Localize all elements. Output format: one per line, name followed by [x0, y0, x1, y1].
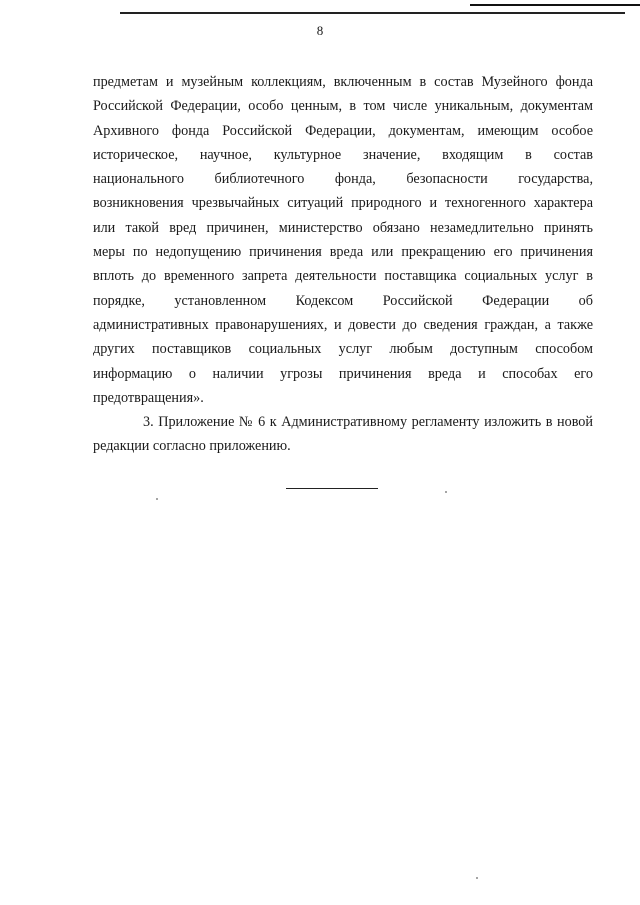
text-line: или такой вред причинен, министерство обязано незамедлительно принять: [93, 219, 593, 236]
paragraph-2: [93, 410, 593, 459]
text-line: Архивного фонда Российской Федерации, документам, имеющим особое: [93, 122, 593, 139]
text-line: вплоть до временного запрета деятельности поставщика социальных услуг в: [93, 268, 593, 285]
text-line: предметам и музейным коллекциям, включенным в состав Музейного фонда: [93, 74, 593, 90]
body-text: [93, 70, 593, 459]
text-line: историческое, научное, культурное значение, входящим в состав: [93, 146, 593, 163]
text-line: меры по недопущению причинения вреда или прекращению его причинения: [93, 244, 593, 261]
text-line: других поставщиков социальных услуг любым доступным способом: [93, 341, 593, 358]
text-line: информацию о наличии угрозы причинения вреда и способах его: [93, 365, 593, 382]
page-number: 8: [316, 23, 324, 38]
text-line: порядке, установленном Кодексом Российской Федерации об: [93, 292, 593, 309]
text-line: административных правонарушениях, и довести до сведения граждан, а также: [93, 316, 593, 333]
paragraph-1: [93, 70, 593, 410]
scan-speck: [156, 498, 158, 500]
text-line: возникновения чрезвычайных ситуаций природного и техногенного характера: [93, 195, 593, 212]
text-line: предотвращения».: [93, 389, 204, 406]
text-line: 3. Приложение № 6 к Административному регламенту изложить в новой: [143, 414, 593, 431]
text-line: редакции согласно приложению.: [93, 438, 291, 455]
header-rule: [120, 12, 625, 14]
header-rule-accent: [470, 0, 640, 6]
scan-speck: [476, 877, 478, 879]
text-line: Российской Федерации, особо ценным, в том числе уникальным, документам: [93, 98, 593, 115]
scan-speck: [445, 491, 447, 493]
text-line: национального библиотечного фонда, безопасности государства,: [93, 171, 593, 188]
end-separator: [286, 488, 378, 489]
